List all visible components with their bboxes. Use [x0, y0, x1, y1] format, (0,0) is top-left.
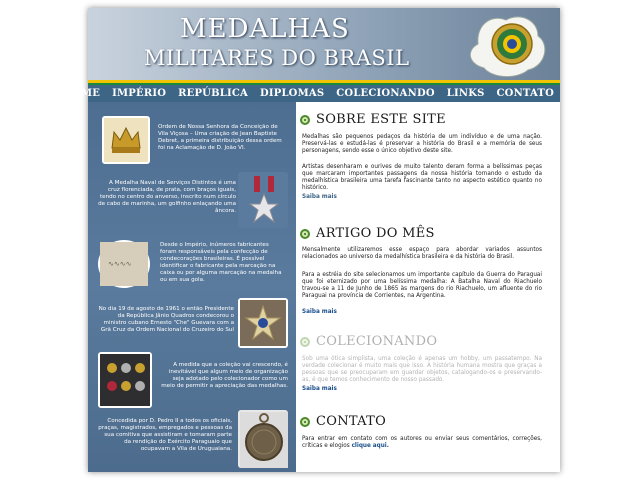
thumb-crown[interactable] [102, 116, 150, 164]
site-title-line1: MEDALHAS [180, 14, 350, 44]
section-artigo-title: ARTIGO DO MÊS [316, 226, 435, 241]
section-contato-title: CONTATO [316, 414, 387, 429]
cross-medal-icon [240, 174, 288, 228]
thumb-manufacturer[interactable] [98, 240, 150, 288]
left-text-2: A Medalha Naval de Serviços Distintos é uma cruz florenciada, de prata, com braços iguais, tendo no centro do anverso, inscrito num círculo de cabo de marinha, um golfinho enlaçando uma âncora. [98, 180, 236, 214]
svg-text:∿∿∿∿: ∿∿∿∿ [108, 260, 132, 268]
sobre-paragraph-2: Artistas desenharam e ourives de muito talento deram forma a belíssimas peças que marcaram importantes passagens da nossa história tornando o estudo da medalhística brasileira uma tarefa fascinante tanto no aspecto estético quanto no histórico. [302, 164, 542, 191]
thumb-naval-cross[interactable] [238, 172, 288, 228]
left-text-4: No dia 19 de agosto de 1961 o então Presidente da República Jânio Quadros condecorou o ministro cubano Ernesto "Che" Guevara com a Grã Cruz da Ordem Nacional do Cruzeiro do Sul [98, 306, 234, 333]
sobre-saiba-mais-link[interactable]: Saiba mais [302, 194, 337, 200]
round-medal-icon [240, 412, 288, 468]
thumb-uruguaiana-medal[interactable] [238, 410, 288, 468]
thumb-collection[interactable] [98, 352, 152, 408]
page-frame [62, 8, 560, 472]
bullet-icon [300, 417, 310, 427]
crown-icon [104, 118, 148, 162]
colecionando-saiba-mais-link[interactable]: Saiba mais [302, 386, 337, 392]
artigo-paragraph-1: Mensalmente utilizaremos esse espaço para abordar variados assuntos relacionados ao universo da medalhística brasileira e da história do Brasil. [302, 247, 542, 260]
collection-icon [100, 354, 150, 406]
section-artigo [300, 226, 435, 241]
main-nav [62, 85, 560, 102]
section-colecionando [300, 334, 437, 349]
section-contato [300, 414, 386, 429]
nav-home[interactable]: HOME [62, 88, 101, 99]
marking-icon [100, 242, 148, 286]
sobre-paragraph-1: Medalhas são pequenos pedaços da história de um indivíduo e de uma nação. Preservá-las e estudá-las é preservar a história do Brasil e a memória de seus personagens, sendo esse o único objetivo deste site. [302, 134, 542, 154]
site-title-line2: MILITARES DO BRASIL [144, 46, 410, 70]
nav-colecionando[interactable]: COLECIONANDO [336, 88, 435, 99]
left-text-3: Desde o Império, inúmeros fabricantes foram responsáveis pela confecção de condecorações brasileiras. É possível identificar o fabricante pela marcação na caixa ou por alguma marcação na medalha ou em sua gola. [160, 242, 282, 283]
colecionando-paragraph-1: Sob uma ótica simplista, uma coleção é apenas um hobby, um passatempo. Na verdade colecionar é muito mais que isso. A história humana mostra que graças a pessoas que se preocuparam em guardar objetos, catalogando-os e preservando-as, é que temos conhecimento de nosso passado. [302, 356, 542, 383]
right-column [296, 102, 560, 472]
section-sobre-title: SOBRE ESTE SITE [316, 112, 446, 127]
bullet-icon [300, 115, 310, 125]
nav-diplomas[interactable]: DIPLOMAS [259, 88, 325, 99]
bullet-icon [300, 229, 310, 239]
medal-logo-icon [458, 10, 554, 78]
contato-clique-aqui-link[interactable]: clique aqui. [351, 443, 389, 449]
left-text-5: A medida que a coleção vai crescendo, é inevitável que algum meio de organização seja adotado pelo colecionador como um meio de permitir a apreciação das medalhas. [161, 362, 288, 389]
left-column [88, 102, 296, 472]
section-sobre [300, 112, 446, 127]
site-header [88, 8, 560, 80]
thumb-cruzeiro-do-sul[interactable] [238, 298, 288, 348]
left-text-6: Concedida por D. Pedro II a todos os oficiais, praças, magistrados, empregados e pessoas da sua comitiva que assistiram e tomaram parte da rendição do Exército Paraguaio que ocupavam a Vila de Uruguaiana. [98, 418, 232, 452]
nav-imperio[interactable]: IMPÉRIO [112, 88, 167, 99]
contato-paragraph [302, 436, 542, 450]
artigo-saiba-mais-link[interactable]: Saiba mais [302, 309, 337, 315]
left-text-1: Ordem de Nossa Senhora da Conceição de Vila Viçosa – Uma criação de Jean Baptiste Debret, a primeira distribuição dessa ordem foi na Aclamação de D. João VI. [158, 124, 282, 151]
nav-contato[interactable]: CONTATO [496, 88, 554, 99]
nav-republica[interactable]: REPÚBLICA [178, 88, 248, 99]
nav-links[interactable]: LINKS [446, 88, 485, 99]
section-colecionando-title: COLECIONANDO [316, 334, 438, 349]
bullet-icon [300, 337, 310, 347]
star-medal-icon [240, 300, 286, 346]
artigo-paragraph-2: Para a estréia do site selecionamos um importante capítulo da Guerra do Paraguai que foi eternizado por uma belíssima medalha: A Batalha Naval do Riachuelo travou-se a 11 de Junho de 1865 às margens do rio Riachuelo, um afluente do rio Paraguai na província de Corrientes, na Argentina. [302, 272, 542, 299]
contato-text: Para entrar em contato com os autores ou enviar seus comentários, correções, críticas e elogios [302, 436, 542, 449]
